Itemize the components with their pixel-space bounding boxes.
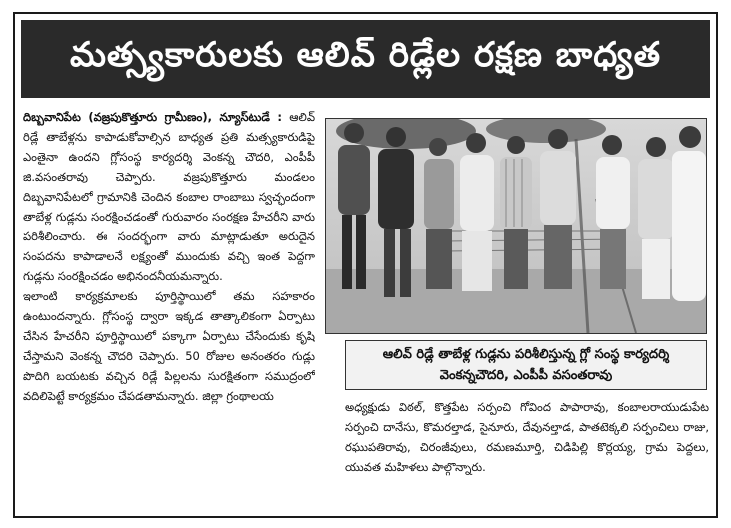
photo-illustration <box>326 119 706 333</box>
article-text-1: ఆలివ్ రిడ్లే తాబేళ్లను కాపాడుకోవాల్సిన బాధ్యత ప్రతి మత్స్యకారుడిపై ఎంతైనా ఉందని గ్లోసంస్థ కార్యదర్శి వెంకన్న చౌదరి, ఎంపీపీ జి.వసంతరావు చెప్పారు. వజ్రపుకొత్తూరు మండలం దిబ్బవానిపేటలో గ్రామానికి చెందిన కంబాల రాంబాబు స్వచ్ఛందంగా తాబేళ్ల గుడ్లను సంరక్షించడంతో గురువారం సంరక్షణ హేచరీని వారు పరిశీలించారు. ఈ సందర్భంగా వారు మాట్లాడుతూ అరుదైన సంపదను కాపాడాలనే లక్ష్యంతో ముందుకు వచ్చి ఇంత పెద్దగా గుడ్లను సంరక్షించడం అభినందనీయమన్నారు. <box>23 110 315 284</box>
article-paragraph-2: ఇలాంటి కార్యక్రమాలకు పూర్తిస్థాయిలో తమ సహకారం ఉంటుందన్నారు. గ్లోసంస్థ ద్వారా ఇక్కడ తాత్కాలికంగా ఏర్పాటు చేసిన హేచరీని పూర్తిస్థాయిలో పక్కాగా ఏర్పాటు చేసేందుకు కృషి చేస్తామని వెంకన్న చౌదరి చెప్పారు. 50 రోజుల అనంతరం గుడ్లు పొదిగి బయటకు వచ్చిన రిడ్లే పిల్లలను సురక్షితంగా సముద్రంలో వదిలిపెట్టే కార్యక్రమం చేపడతామన్నారు. జిల్లా గ్రంథాలయ <box>23 289 315 403</box>
newspaper-clipping <box>13 12 718 518</box>
article-paragraph-1 <box>23 108 315 287</box>
people-group <box>338 123 706 301</box>
article-continuation <box>345 398 709 512</box>
news-photo <box>325 118 707 334</box>
continuation-paragraph: అధ్యక్షుడు విఠల్, కొత్తపేట సర్పంచి గోవింద పాపారావు, కంబాలరాయుడుపేట సర్పంచి దానేసు, కొమరల్తాడ, సైనూరు, దేవునల్తాడ, పాతటెక్కలి సర్పంచిలు రాజు, రఘుపతిరావు, చిరంజీవులు, రమణమూర్తి, చిడిపిల్లి కొర్లయ్య, గ్రామ పెద్దలు, యువత మహిళలు పాల్గొన్నారు. <box>345 400 709 474</box>
headline: మత్స్యకారులకు ఆలివ్ రిడ్లేల రక్షణ బాధ్యత <box>21 20 710 98</box>
dateline: దిబ్బవానిపేట (వజ్రపుకొత్తూరు గ్రామీణం), న్యూస్‌టుడే : <box>23 110 283 124</box>
article-body <box>23 108 315 510</box>
photo-caption: ఆలివ్ రిడ్లే తాబేళ్ల గుడ్లను పరిశీలిస్తున్న గ్లో సంస్థ కార్యదర్శి వెంకన్నచౌదరి, ఎంపీపీ వసంతరావు <box>345 340 707 390</box>
